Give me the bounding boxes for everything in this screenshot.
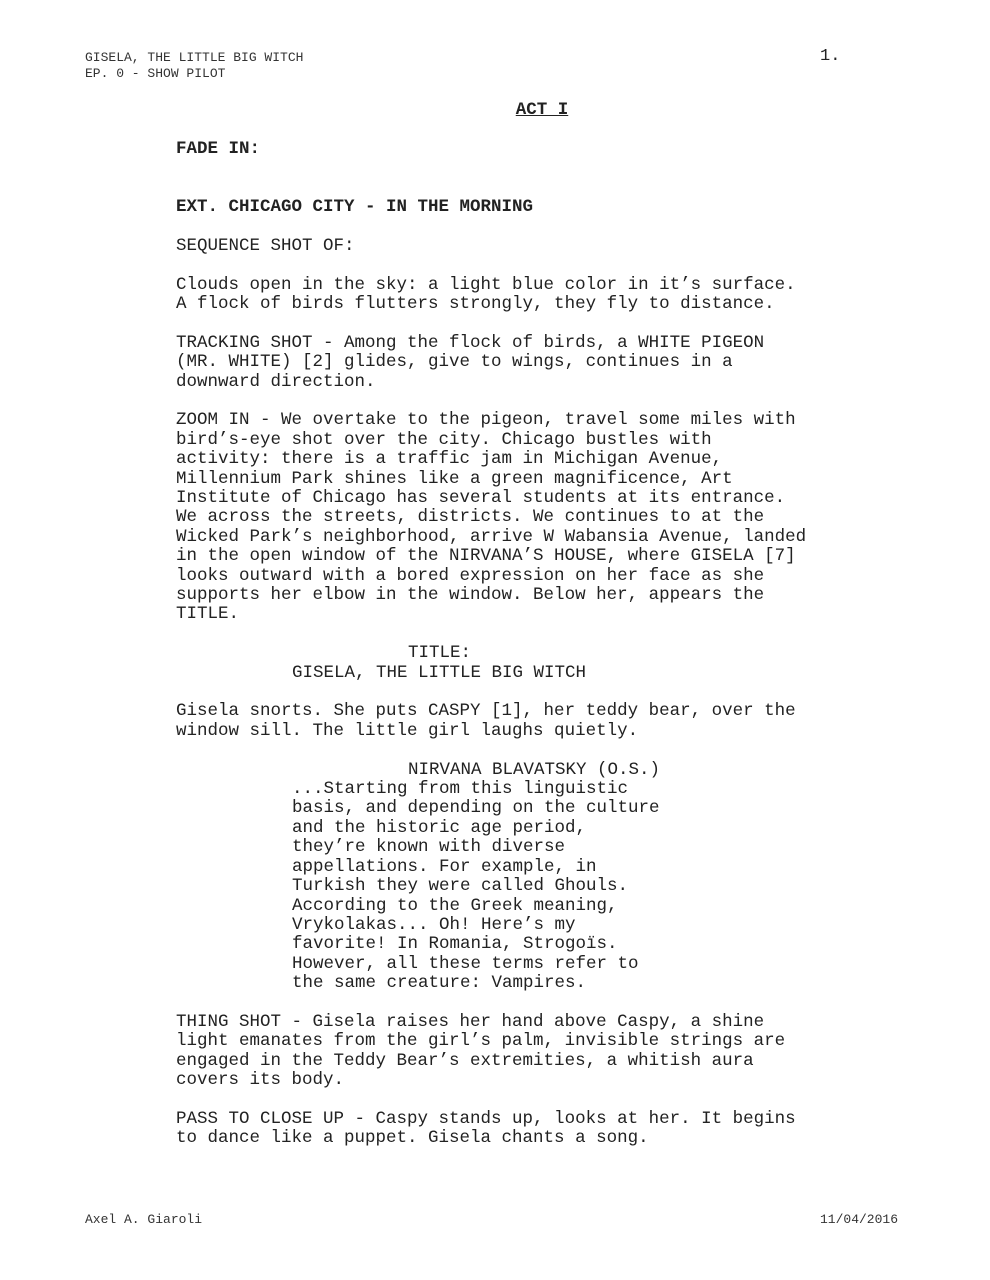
scene-heading: EXT. CHICAGO CITY - IN THE MORNING: [176, 197, 534, 217]
title-text: GISELA, THE LITTLE BIG WITCH: [292, 662, 587, 683]
footer-date: 11/04/2016: [820, 1212, 899, 1227]
script-body: [176, 101, 876, 1149]
header-episode: EP. 0 - SHOW PILOT: [85, 66, 226, 81]
character-name: NIRVANA BLAVATSKY (O.S.): [408, 759, 661, 780]
dialogue-block: ...Starting from this linguistic basis, and depending on the culture and the historic age period, they’re known with diverse appellations. For example, in Turkish they were called Ghouls. According to the Greek meaning, Vrykolakas... Oh! Here’s my favorite! In Romania, Strogoïs. However, all these terms refer to the same creature: Vampires.: [292, 779, 660, 994]
action-paragraph: Clouds open in the sky: a light blue color in it’s surface. A flock of birds flutters strongly, they fly to distance.: [176, 274, 796, 314]
action-paragraph: THING SHOT - Gisela raises her hand above Caspy, a shine light emanates from the girl’s palm, invisible strings are engaged in the Teddy Bear’s extremities, a whitish aura covers its body.: [176, 1011, 786, 1091]
header-show-title: GISELA, THE LITTLE BIG WITCH: [85, 50, 304, 65]
footer-author: Axel A. Giaroli: [85, 1212, 203, 1227]
shot-direction: SEQUENCE SHOT OF:: [176, 235, 355, 256]
action-paragraph: Gisela snorts. She puts CASPY [1], her teddy bear, over the window sill. The little girl laughs quietly.: [176, 701, 796, 741]
page-number: 1.: [820, 47, 841, 66]
transition: FADE IN:: [176, 138, 261, 159]
action-paragraph: ZOOM IN - We overtake to the pigeon, travel some miles with bird’s-eye shot over the city. Chicago bustles with activity: there is a traffic jam in Michigan Avenue, Millennium Park shines like a green magnificence, Art Institute of Chicago has several students at its entrance. We across the streets, districts. We continues to at the Wicked Park’s neighborhood, arrive W Wabansia Avenue, landed in the open window of the NIRVANA’S HOUSE, where GISELA [7] looks outward with a bored expression on her face as she supports her elbow in the window. Below her, appears the TITLE.: [176, 410, 807, 625]
action-paragraph: TRACKING SHOT - Among the flock of birds, a WHITE PIGEON (MR. WHITE) [2] glides, give to wings, continues in a downward direction.: [176, 332, 765, 392]
act-heading: ACT I: [515, 100, 569, 120]
title-label: TITLE:: [408, 643, 472, 664]
action-paragraph: PASS TO CLOSE UP - Caspy stands up, looks at her. It begins to dance like a puppet. Gisela chants a song.: [176, 1108, 796, 1149]
